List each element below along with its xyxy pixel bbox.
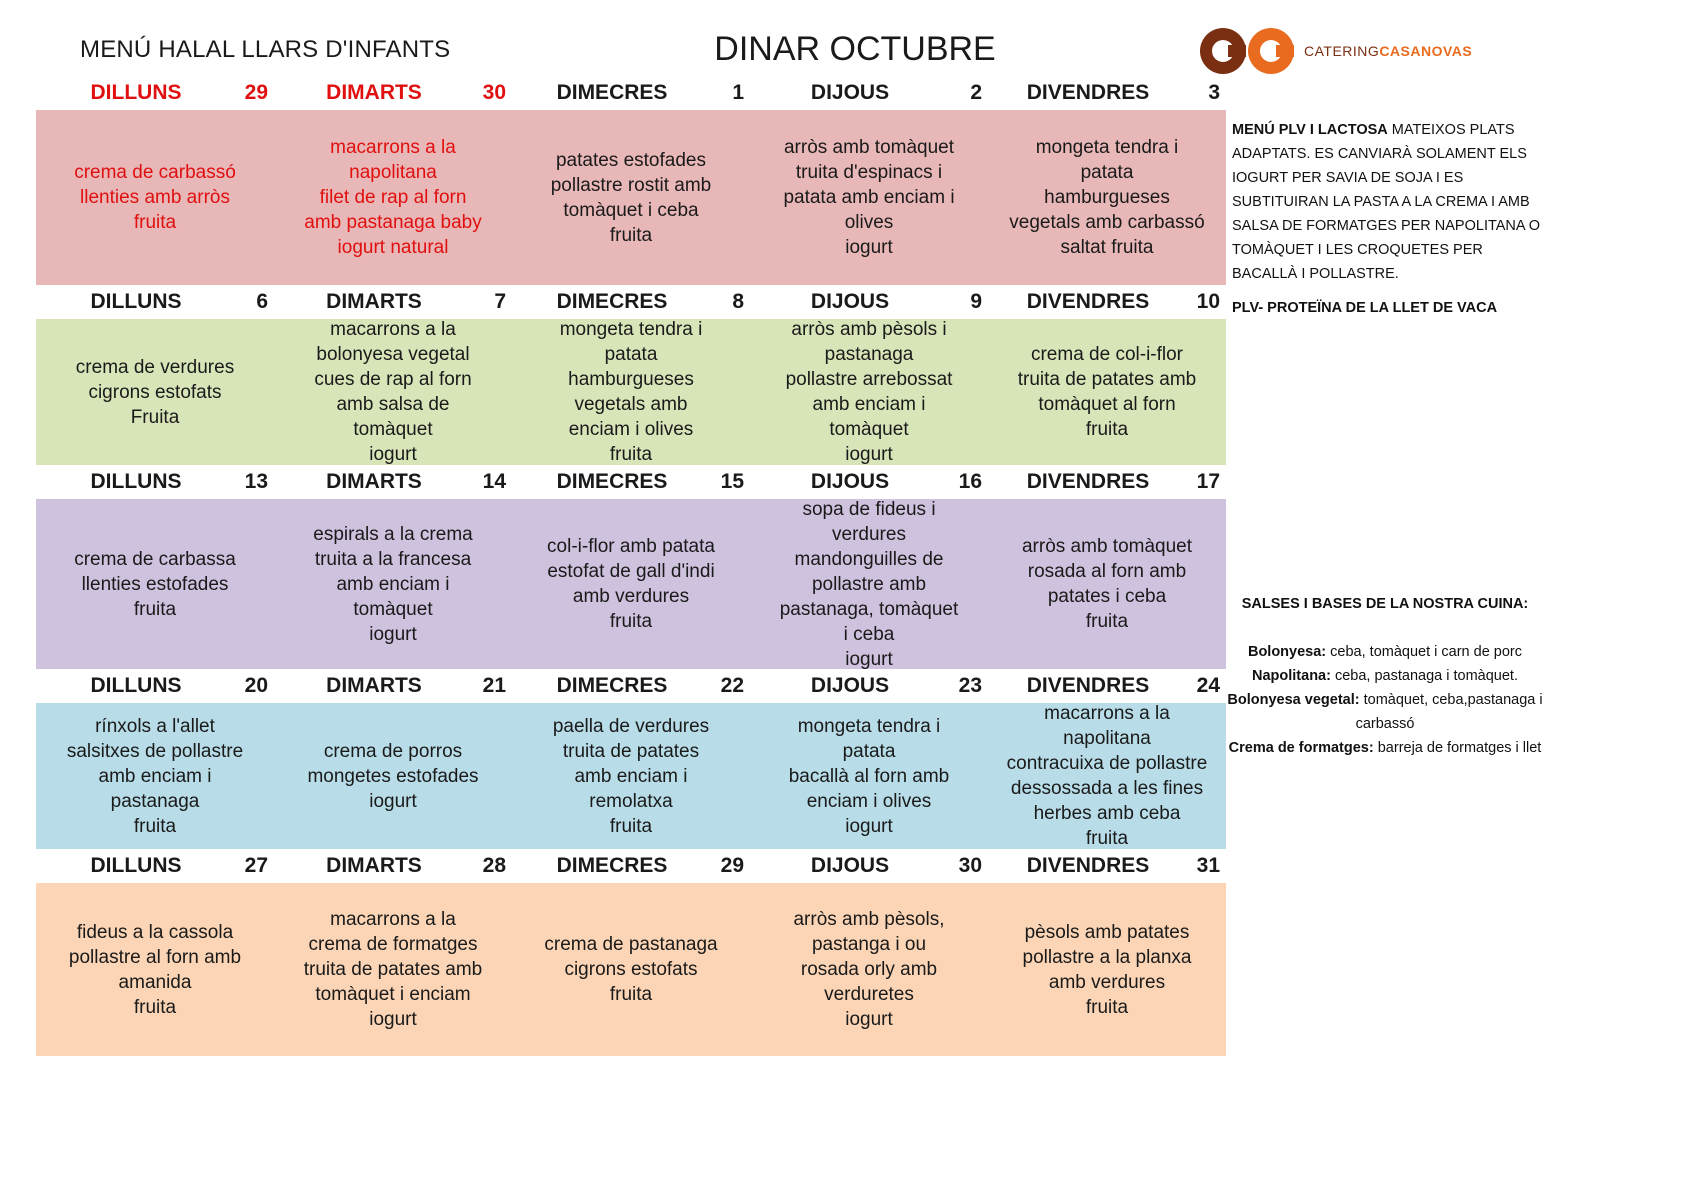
day-header [512,76,750,110]
sauces-legend [1225,592,1545,760]
day-number: 28 [482,854,506,877]
day-menu: macarrons a la bolonyesa vegetal cues de rap al forn amb salsa de tomàquet iogurt [314,319,472,465]
plv-note-text: MATEIXOS PLATS ADAPTATS. ES CANVIARÀ SOLAMENT ELS IOGURT PER SAVIA DE SOJA I ES SUBTITUIRAN LA PASTA A LA CREMA I AMB SALSA DE FORMATGES PER NAPOLITANA O TOMÀQUET I LES CROQUETES PER BACALLÀ I POLLASTRE. [1232,122,1541,282]
day-menu: crema de carbassa llenties estofades fruita [74,548,236,620]
day-number: 22 [720,674,744,697]
day-menu: patates estofades pollastre rostit amb tomàquet i ceba fruita [550,149,712,246]
day-menu: mongeta tendra i patata hamburgueses vegetals amb carbassó saltat fruita [1009,137,1205,258]
week-menu-row [36,703,1226,849]
day-name: DIMECRES [556,81,668,104]
sauce-ingredients: tomàquet, ceba,pastanaga i carbassó [1355,692,1543,732]
day-name: DILLUNS [90,470,182,493]
day-name: DILLUNS [90,290,182,313]
week-menu-row [36,110,1226,285]
day-header [36,849,274,883]
day-header [750,285,988,319]
week-header [36,669,1226,703]
week-menu-row [36,499,1226,669]
logo-text-casanovas: CASANOVAS [1379,43,1473,59]
day-menu: mongeta tendra i patata bacallà al forn amb enciam i olives iogurt [788,715,950,837]
logo-e-mark-icon [1248,28,1294,74]
day-name: DIJOUS [810,854,890,877]
day-header [274,285,512,319]
day-number: 29 [244,81,268,104]
day-header [988,285,1226,319]
day-number: 7 [494,290,506,313]
day-menu: arròs amb pèsols i pastanaga pollastre arrebossat amb enciam i tomàquet iogurt [785,319,953,465]
day-name: DIVENDRES [1026,470,1150,493]
sauce-ingredients: ceba, tomàquet i carn de porc [1326,644,1523,660]
plv-lactose-note [1232,118,1552,286]
day-number: 16 [958,470,982,493]
day-menu: crema de pastanaga cigrons estofats fruita [544,934,718,1005]
week-header [36,76,1226,110]
sauce-item [1225,736,1545,760]
day-header [750,465,988,499]
day-menu: col-i-flor amb patata estofat de gall d'indi amb verdures fruita [547,536,715,632]
menu-calendar [36,76,1226,1056]
day-name: DIMECRES [556,674,668,697]
day-menu: mongeta tendra i patata hamburgueses vegetals amb enciam i olives fruita [559,319,703,465]
catering-logo [1200,28,1473,74]
day-number: 17 [1196,470,1220,493]
week-header [36,285,1226,319]
day-header [274,76,512,110]
day-header [750,669,988,703]
day-header [750,76,988,110]
day-number: 27 [244,854,268,877]
sauces-list [1225,640,1545,760]
day-menu: crema de carbassó llenties amb arròs fruita [74,162,236,233]
day-name: DIMECRES [556,854,668,877]
sauce-name: Crema de formatges: [1228,740,1374,756]
day-number: 23 [958,674,982,697]
day-name: DIVENDRES [1026,290,1150,313]
day-name: DIMARTS [326,290,422,313]
day-header [512,849,750,883]
day-menu: arròs amb tomàquet rosada al forn amb patates i ceba fruita [1021,536,1193,632]
day-name: DIVENDRES [1026,81,1150,104]
day-name: DIMARTS [326,674,422,697]
day-header [36,465,274,499]
day-header [36,76,274,110]
sauce-name: Bolonyesa vegetal: [1227,692,1360,708]
sauces-title: SALSES I BASES DE LA NOSTRA CUINA: [1241,596,1529,612]
day-number: 15 [720,470,744,493]
sauce-ingredients: barreja de formatges i llet [1373,740,1542,756]
day-number: 6 [256,290,268,313]
day-menu: espirals a la crema truita a la francesa amb enciam i tomàquet iogurt [313,523,473,645]
day-menu: paella de verdures truita de patates amb enciam i remolatxa fruita [552,715,710,837]
day-menu: crema de col-i-flor truita de patates amb tomàquet al forn fruita [1017,344,1197,440]
day-number: 13 [244,470,268,493]
day-menu: sopa de fideus i verdures mandonguilles de pollastre amb pastanaga, tomàquet i ceba iogurt [779,498,959,670]
sauce-item [1225,664,1545,688]
sauce-name: Bolonyesa: [1247,644,1327,660]
sauce-ingredients: ceba, pastanaga i tomàquet. [1330,668,1518,684]
day-name: DIMARTS [326,470,422,493]
week-menu-row [36,319,1226,465]
day-header [274,465,512,499]
day-name: DILLUNS [90,81,182,104]
day-menu: arròs amb tomàquet truita d'espinacs i patata amb enciam i olives iogurt [783,137,955,258]
day-name: DIJOUS [810,81,890,104]
day-name: DIVENDRES [1026,854,1150,877]
day-number: 8 [732,290,744,313]
day-name: DIJOUS [810,674,890,697]
day-header [274,669,512,703]
day-header [36,669,274,703]
day-number: 1 [732,81,744,104]
day-menu: crema de verdures cigrons estofats Fruita [75,356,235,428]
day-menu: macarrons a la crema de formatges truita de patates amb tomàquet i enciam iogurt [303,909,483,1030]
day-name: DIMECRES [556,290,668,313]
day-menu: crema de porros mongetes estofades iogurt [307,740,479,812]
day-name: DILLUNS [90,854,182,877]
day-header [988,669,1226,703]
day-header [512,465,750,499]
day-name: DIMARTS [326,81,422,104]
day-menu: macarrons a la napolitana filet de rap al forn amb pastanaga baby iogurt natural [304,137,482,258]
day-number: 9 [970,290,982,313]
day-number: 2 [970,81,982,104]
day-number: 20 [244,674,268,697]
day-menu: macarrons a la napolitana contracuixa de pollastre dessossada a les fines herbes amb ceba fruita [1006,703,1208,849]
day-header [988,849,1226,883]
day-name: DIMECRES [556,470,668,493]
day-header [512,669,750,703]
logo-c-mark-icon [1200,28,1246,74]
day-number: 3 [1208,81,1220,104]
day-name: DIVENDRES [1026,674,1150,697]
day-number: 10 [1196,290,1220,313]
day-menu: pèsols amb patates pollastre a la planxa amb verdures fruita [1022,921,1192,1018]
plv-definition: PLV- PROTEÏNA DE LA LLET DE VACA [1232,300,1498,316]
day-number: 21 [482,674,506,697]
day-header [36,285,274,319]
day-number: 14 [482,470,506,493]
logo-text-catering: CATERING [1304,43,1380,59]
day-name: DIJOUS [810,470,890,493]
day-header [512,285,750,319]
week-menu-row [36,883,1226,1056]
sauce-item [1225,640,1545,664]
day-number: 30 [958,854,982,877]
sauce-name: Napolitana: [1252,668,1331,684]
week-header [36,465,1226,499]
day-menu: arròs amb pèsols, pastanga i ou rosada orly amb verduretes iogurt [793,909,945,1030]
plv-note-title: MENÚ PLV I LACTOSA [1232,122,1388,138]
day-name: DIMARTS [326,854,422,877]
page-title: DINAR OCTUBRE [714,30,996,68]
day-menu: rínxols a l'allet salsitxes de pollastre amb enciam i pastanaga fruita [66,715,244,837]
day-header [750,849,988,883]
page-subtitle: MENÚ HALAL LLARS D'INFANTS [80,36,451,63]
day-header [988,465,1226,499]
day-name: DILLUNS [90,674,182,697]
day-name: DIJOUS [810,290,890,313]
day-number: 29 [720,854,744,877]
day-number: 31 [1196,854,1220,877]
week-header [36,849,1226,883]
day-menu: fideus a la cassola pollastre al forn amb amanida fruita [68,921,242,1018]
day-number: 24 [1196,674,1220,697]
day-number: 30 [482,81,506,104]
sauce-item [1225,688,1545,736]
day-header [988,76,1226,110]
day-header [274,849,512,883]
